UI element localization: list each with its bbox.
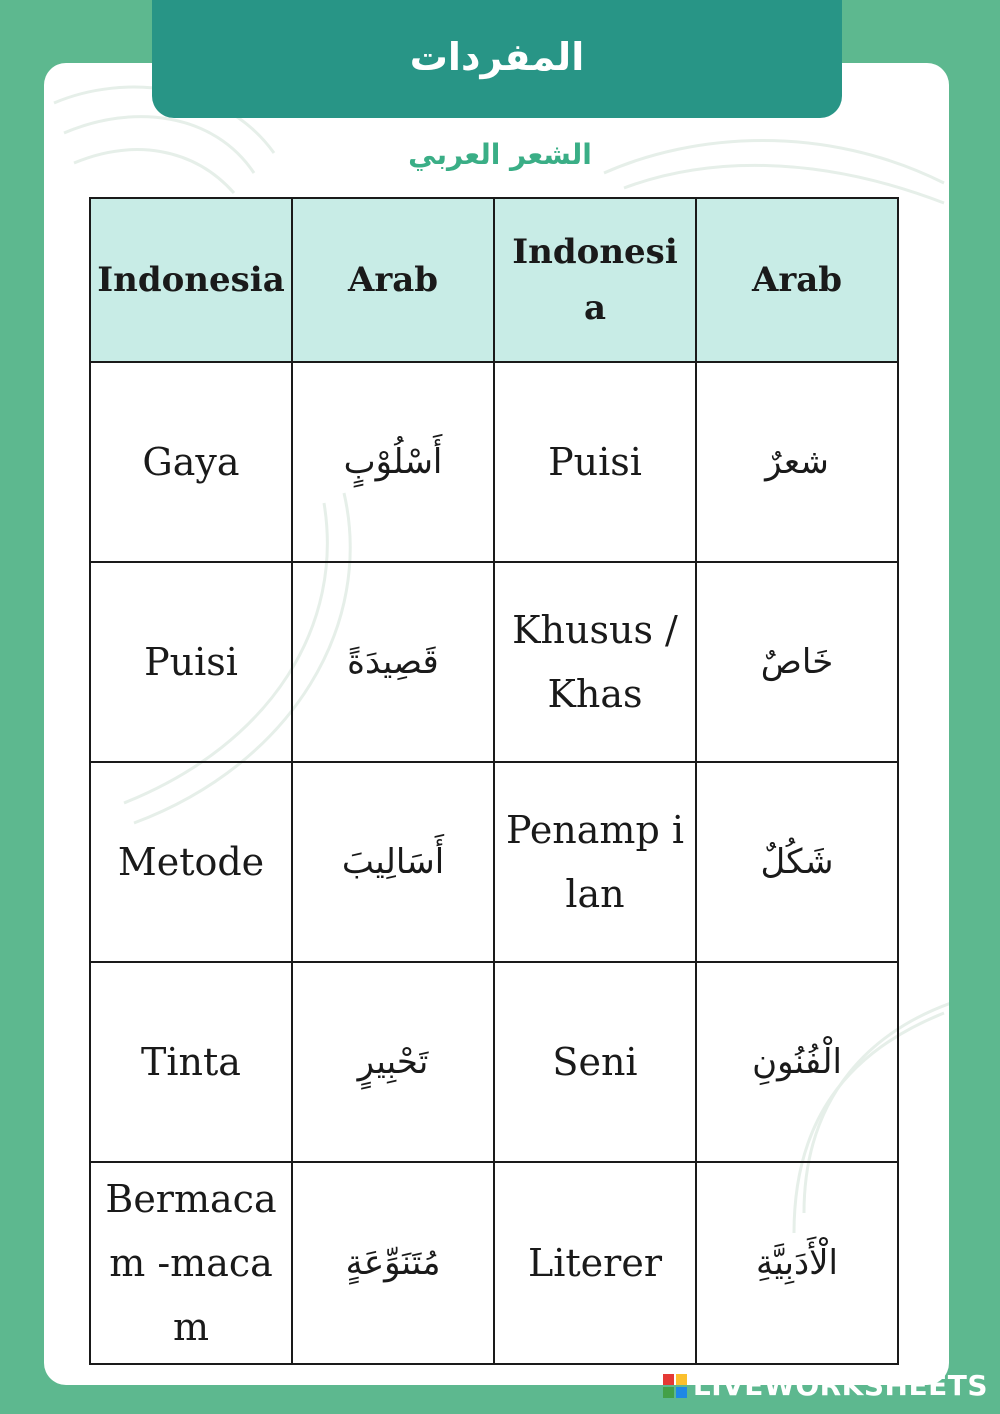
cell-arabic: أَسَالِيبَ <box>292 762 494 962</box>
logo-square <box>663 1374 674 1385</box>
table-header-row <box>90 198 898 362</box>
cell-indonesian: Literer <box>494 1162 696 1364</box>
liveworksheets-logo-icon <box>663 1374 687 1398</box>
watermark-text: LIVEWORKSHEETS <box>692 1369 988 1402</box>
header-arab-1: Arab <box>292 198 494 362</box>
cell-arabic: شَكُلٌ <box>696 762 898 962</box>
table-row <box>90 962 898 1162</box>
cell-indonesian: Bermacam -macam <box>90 1162 292 1364</box>
table-row <box>90 762 898 962</box>
logo-square <box>676 1387 687 1398</box>
cell-indonesian: Puisi <box>90 562 292 762</box>
cell-arabic: أَسْلُوْبٍ <box>292 362 494 562</box>
cell-indonesian: Metode <box>90 762 292 962</box>
section-subtitle: الشعر العربي <box>408 138 592 171</box>
header-arab-2: Arab <box>696 198 898 362</box>
logo-square <box>663 1387 674 1398</box>
cell-indonesian: Gaya <box>90 362 292 562</box>
cell-arabic: الْفُنُونِ <box>696 962 898 1162</box>
title-banner <box>152 0 842 118</box>
header-indonesia-1: Indonesia <box>90 198 292 362</box>
cell-indonesian: Khusus / Khas <box>494 562 696 762</box>
cell-arabic: الْأَدَبِيَّةِ <box>696 1162 898 1364</box>
table-row <box>90 1162 898 1364</box>
vocabulary-table <box>89 197 899 1365</box>
cell-indonesian: Puisi <box>494 362 696 562</box>
cell-arabic: تَحْبِيرٍ <box>292 962 494 1162</box>
cell-arabic: قَصِيدَةً <box>292 562 494 762</box>
cell-arabic: مُتَنَوِّعَةٍ <box>292 1162 494 1364</box>
cell-arabic: شعرٌ <box>696 362 898 562</box>
table-row <box>90 362 898 562</box>
table-row <box>90 562 898 762</box>
cell-indonesian: Penamp ilan <box>494 762 696 962</box>
cell-indonesian: Tinta <box>90 962 292 1162</box>
cell-indonesian: Seni <box>494 962 696 1162</box>
page-title: المفردات <box>409 35 585 79</box>
cell-arabic: خَاصٌ <box>696 562 898 762</box>
header-indonesia-2: Indonesi a <box>494 198 696 362</box>
liveworksheets-watermark[interactable] <box>663 1369 988 1402</box>
logo-square <box>676 1374 687 1385</box>
